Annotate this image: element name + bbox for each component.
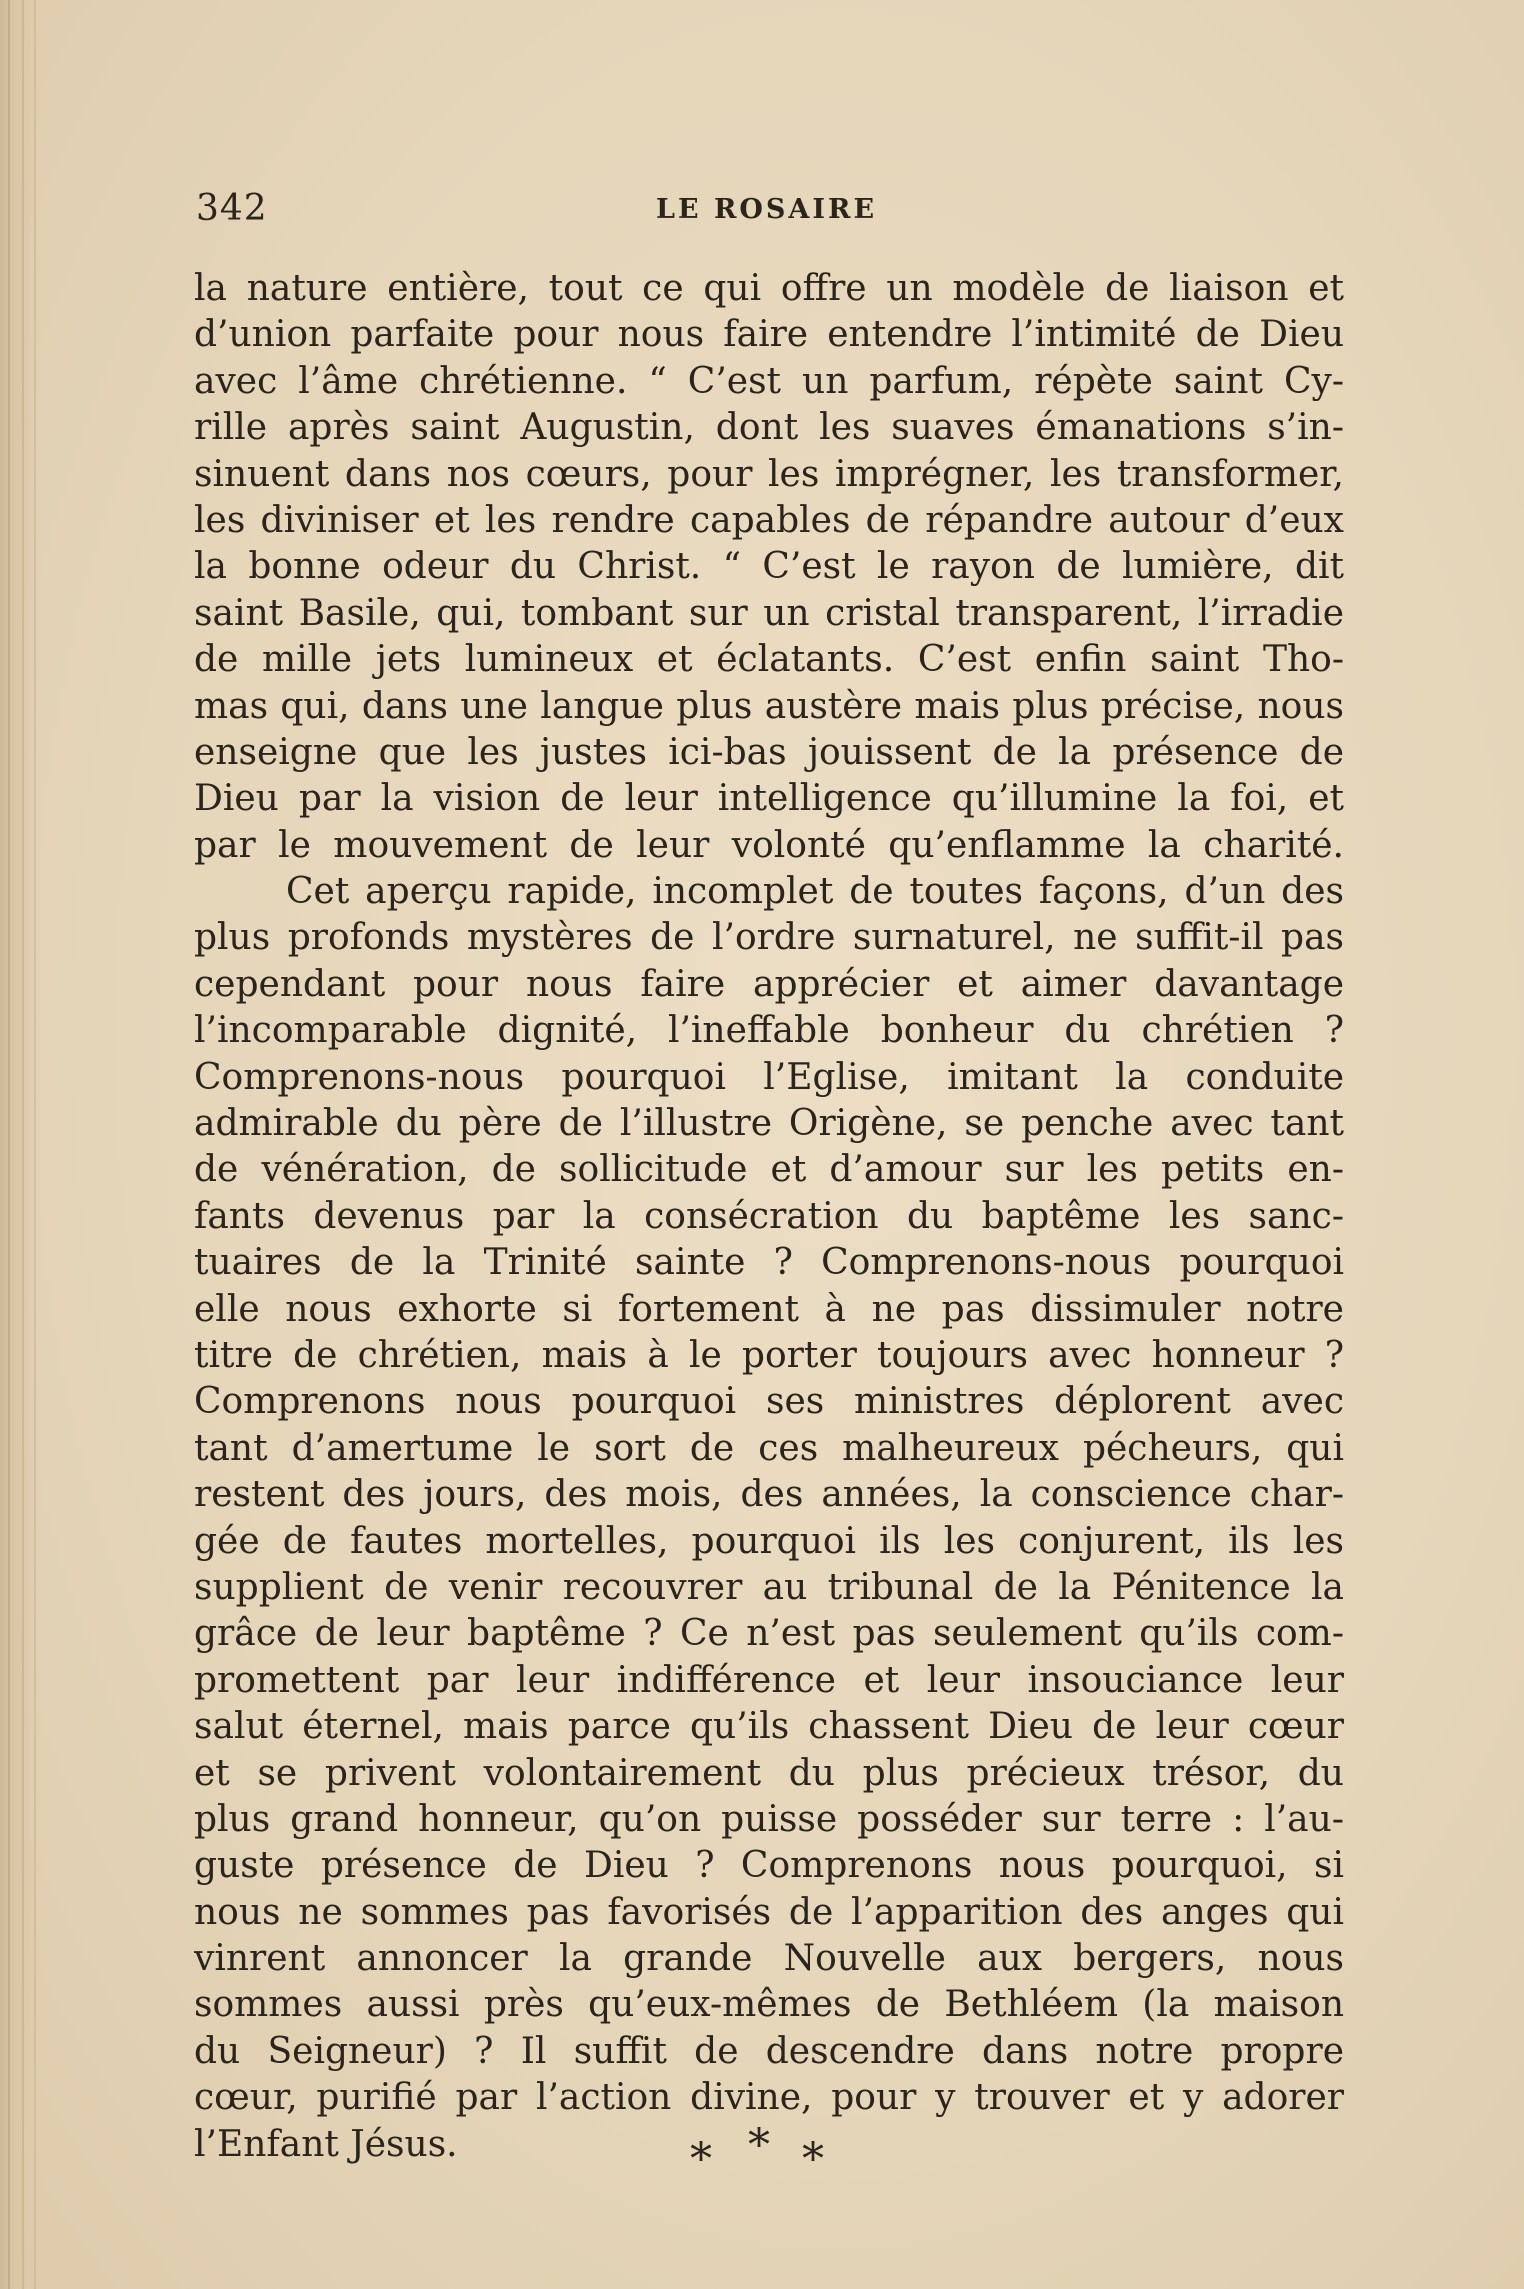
text-line: avec l’âme chrétienne. “ C’est un parfum, répète saint Cy-: [194, 360, 1344, 402]
gutter-edge: [34, 0, 36, 2289]
text-line: admirable du père de l’illustre Origène, se penche avec tant: [194, 1103, 1344, 1145]
text-line: et se privent volontairement du plus précieux trésor, du: [194, 1752, 1344, 1794]
text-line: sommes aussi près qu’eux-mêmes de Bethléem (la maison: [194, 1984, 1344, 2026]
text-line: vinrent annoncer la grande Nouvelle aux bergers, nous: [194, 1938, 1344, 1980]
text-line: salut éternel, mais parce qu’ils chassent Dieu de leur cœur: [194, 1706, 1344, 1748]
text-line: l’incomparable dignité, l’ineffable bonheur du chrétien ?: [194, 1010, 1344, 1052]
text-line: mas qui, dans une langue plus austère mais plus précise, nous: [194, 685, 1344, 727]
text-line: la nature entière, tout ce qui offre un modèle de liaison et: [194, 268, 1344, 309]
text-line: d’union parfaite pour nous faire entendre l’intimité de Dieu: [194, 314, 1344, 356]
text-line: saint Basile, qui, tombant sur un cristal transparent, l’irradie: [194, 592, 1344, 634]
text-line: tant d’amertume le sort de ces malheureux pécheurs, qui: [194, 1427, 1344, 1469]
asterisk-glyph: *: [690, 2134, 712, 2185]
text-line: grâce de leur baptême ? Ce n’est pas seulement qu’ils com-: [194, 1613, 1344, 1655]
text-line: promettent par leur indifférence et leur insouciance leur: [194, 1659, 1344, 1701]
text-line: titre de chrétien, mais à le porter toujours avec honneur ?: [194, 1334, 1344, 1376]
text-line: fants devenus par la consécration du baptême les sanc-: [194, 1195, 1344, 1237]
text-line: Cet aperçu rapide, incomplet de toutes façons, d’un des: [286, 871, 1344, 913]
body-text: [194, 266, 1344, 2168]
text-line: restent des jours, des mois, des années, la conscience char-: [194, 1474, 1344, 1516]
text-line: plus profonds mystères de l’ordre surnaturel, ne suffit-il pas: [194, 917, 1344, 959]
text-line: sinuent dans nos cœurs, pour les imprégner, les transformer,: [194, 453, 1344, 495]
text-line: Dieu par la vision de leur intelligence qu’illumine la foi, et: [194, 778, 1344, 820]
gutter-edge: [8, 0, 10, 2289]
text-line: gée de fautes mortelles, pourquoi ils les conjurent, ils les: [194, 1520, 1344, 1562]
gutter-edge: [22, 0, 24, 2289]
text-line: du Seigneur) ? Il suffit de descendre dans notre propre: [194, 2030, 1344, 2072]
text-line: plus grand honneur, qu’on puisse posséder sur terre : l’au-: [194, 1798, 1344, 1840]
text-line: cependant pour nous faire apprécier et aimer davantage: [194, 963, 1344, 1005]
text-line: nous ne sommes pas favorisés de l’apparition des anges qui: [194, 1891, 1344, 1933]
page-header: [196, 180, 1346, 240]
text-line: rille après saint Augustin, dont les suaves émanations s’in-: [194, 407, 1344, 449]
text-line: la bonne odeur du Christ. “ C’est le rayon de lumière, dit: [194, 546, 1344, 588]
asterism-separator: [690, 2120, 850, 2185]
page-number: 342: [196, 188, 268, 229]
text-line: Comprenons-nous pourquoi l’Eglise, imitant la conduite: [194, 1056, 1344, 1098]
asterisk-glyph: *: [748, 2120, 770, 2171]
text-line: de vénération, de sollicitude et d’amour sur les petits en-: [194, 1149, 1344, 1191]
text-line: cœur, purifié par l’action divine, pour y trouver et y adorer: [194, 2077, 1344, 2119]
text-line: l’Enfant Jésus.: [194, 2123, 458, 2165]
text-line: Comprenons nous pourquoi ses ministres déplorent avec: [194, 1381, 1344, 1423]
text-line: elle nous exhorte si fortement à ne pas dissimuler notre: [194, 1288, 1344, 1330]
text-line: enseigne que les justes ici-bas jouissent de la présence de: [194, 731, 1344, 773]
text-line: tuaires de la Trinité sainte ? Comprenons-nous pourquoi: [194, 1242, 1344, 1284]
text-line: par le mouvement de leur volonté qu’enflamme la charité.: [194, 824, 1344, 866]
text-line: de mille jets lumineux et éclatants. C’est enfin saint Tho-: [194, 639, 1344, 681]
running-head: LE ROSAIRE: [656, 194, 878, 225]
asterisk-glyph: *: [802, 2134, 824, 2185]
text-line: les diviniser et les rendre capables de répandre autour d’eux: [194, 499, 1344, 541]
text-line: guste présence de Dieu ? Comprenons nous pourquoi, si: [194, 1845, 1344, 1887]
text-line: supplient de venir recouvrer au tribunal de la Pénitence la: [194, 1566, 1344, 1608]
